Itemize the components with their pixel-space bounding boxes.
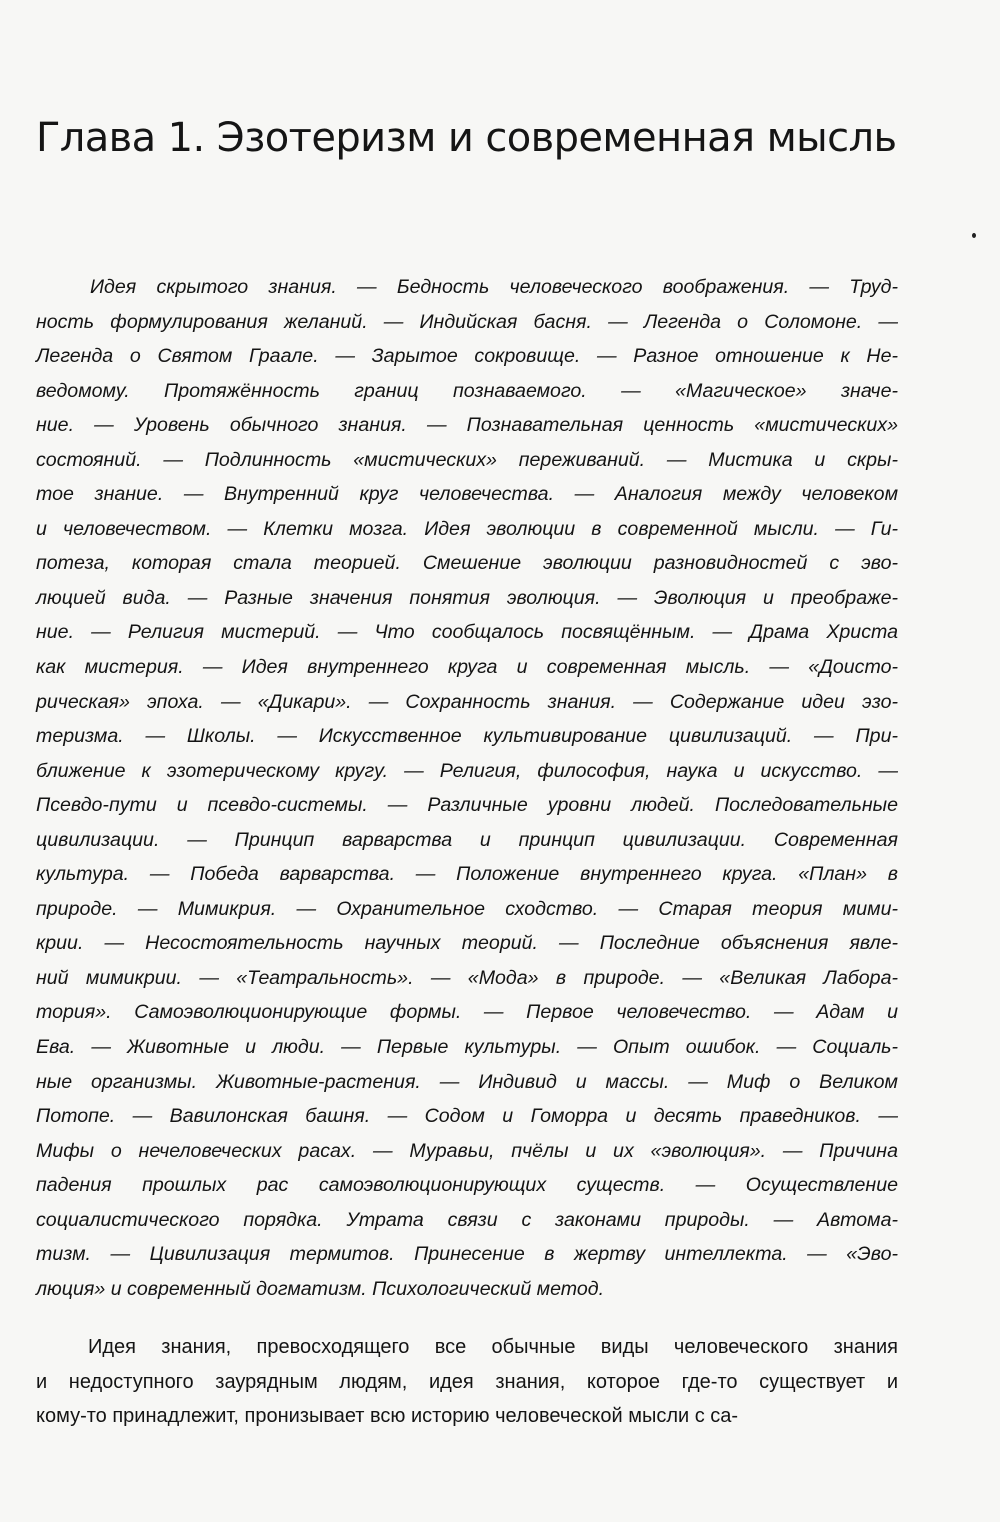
synopsis-line: люция» и современный догматизм. Психологический метод.	[36, 1277, 605, 1300]
synopsis-line: природе. — Мимикрия. — Охранительное сходство. — Старая теория мими-	[36, 897, 898, 920]
body-line: кому-то принадлежит, пронизывает всю историю человеческой мысли с са-	[36, 1405, 739, 1428]
synopsis-line: ний мимикрии. — «Театральность». — «Мода» в природе. — «Великая Лабора-	[36, 966, 898, 989]
synopsis-line: ние. — Уровень обычного знания. — Познавательная ценность «мистических»	[36, 414, 898, 437]
synopsis-line: падения прошлых рас самоэволюционирующих существ. — Осуществление	[36, 1174, 898, 1197]
print-speck	[972, 233, 976, 238]
synopsis-line: тория». Самоэволюционирующие формы. — Первое человечество. — Адам и	[36, 1001, 898, 1024]
synopsis-line: Псевдо-пути и псевдо-системы. — Различные уровни людей. Последовательные	[36, 794, 898, 817]
synopsis-line: Идея скрытого знания. — Бедность человеческого воображения. — Труд-	[90, 276, 898, 298]
body-paragraph	[36, 1330, 898, 1434]
chapter-title: Глава 1. Эзотеризм и современная мысль	[36, 115, 897, 161]
synopsis-line: ведомому. Протяжённость границ познаваемого. — «Магическое» значе-	[36, 379, 898, 402]
synopsis-line: крии. — Несостоятельность научных теорий. — Последние объяснения явле-	[36, 932, 898, 955]
synopsis-line: ные организмы. Животные-растения. — Индивид и массы. — Миф о Великом	[36, 1070, 898, 1093]
synopsis-line: тизм. — Цивилизация термитов. Принесение в жертву интеллекта. — «Эво-	[36, 1243, 898, 1266]
synopsis-line: цивилизации. — Принцип варварства и принцип цивилизации. Современная	[36, 828, 898, 851]
synopsis-line: теризма. — Школы. — Искусственное культивирование цивилизаций. — При-	[36, 725, 898, 748]
synopsis-line: тое знание. — Внутренний круг человечества. — Аналогия между человеком	[36, 483, 898, 506]
synopsis-line: состояний. — Подлинность «мистических» переживаний. — Мистика и скры-	[36, 448, 898, 471]
synopsis-line: Легенда о Святом Граале. — Зарытое сокровище. — Разное отношение к Не-	[36, 345, 898, 368]
synopsis-line: ность формулирования желаний. — Индийская басня. — Легенда о Соломоне. —	[36, 310, 898, 333]
body-line: Идея знания, превосходящего все обычные виды человеческого знания	[88, 1336, 898, 1358]
synopsis-line: культура. — Победа варварства. — Положение внутреннего круга. «План» в	[36, 863, 898, 886]
chapter-synopsis	[36, 270, 898, 1306]
synopsis-line: потеза, которая стала теорией. Смешение эволюции разновидностей с эво-	[36, 552, 898, 575]
synopsis-line: социалистического порядка. Утрата связи с законами природы. — Автома-	[36, 1208, 898, 1231]
synopsis-line: Мифы о нечеловеческих расах. — Муравьи, пчёлы и их «эволюция». — Причина	[36, 1139, 898, 1162]
synopsis-line: Ева. — Животные и люди. — Первые культуры. — Опыт ошибок. — Социаль-	[36, 1036, 898, 1059]
synopsis-line: ние. — Религия мистерий. — Что сообщалось посвящённым. — Драма Христа	[36, 621, 898, 644]
synopsis-line: как мистерия. — Идея внутреннего круга и современная мысль. — «Доисто-	[36, 656, 898, 679]
body-line: и недоступного заурядным людям, идея знания, которое где-то существует и	[36, 1370, 898, 1393]
synopsis-line: рическая» эпоха. — «Дикари». — Сохранность знания. — Содержание идеи эзо-	[36, 690, 898, 713]
synopsis-line: ближение к эзотерическому кругу. — Религия, философия, наука и искусство. —	[36, 759, 898, 782]
synopsis-line: люцией вида. — Разные значения понятия эволюция. — Эволюция и преображе-	[36, 586, 898, 609]
synopsis-line: и человечеством. — Клетки мозга. Идея эволюции в современной мысли. — Ги-	[36, 517, 898, 540]
synopsis-line: Потопе. — Вавилонская башня. — Содом и Гоморра и десять праведников. —	[36, 1105, 898, 1128]
